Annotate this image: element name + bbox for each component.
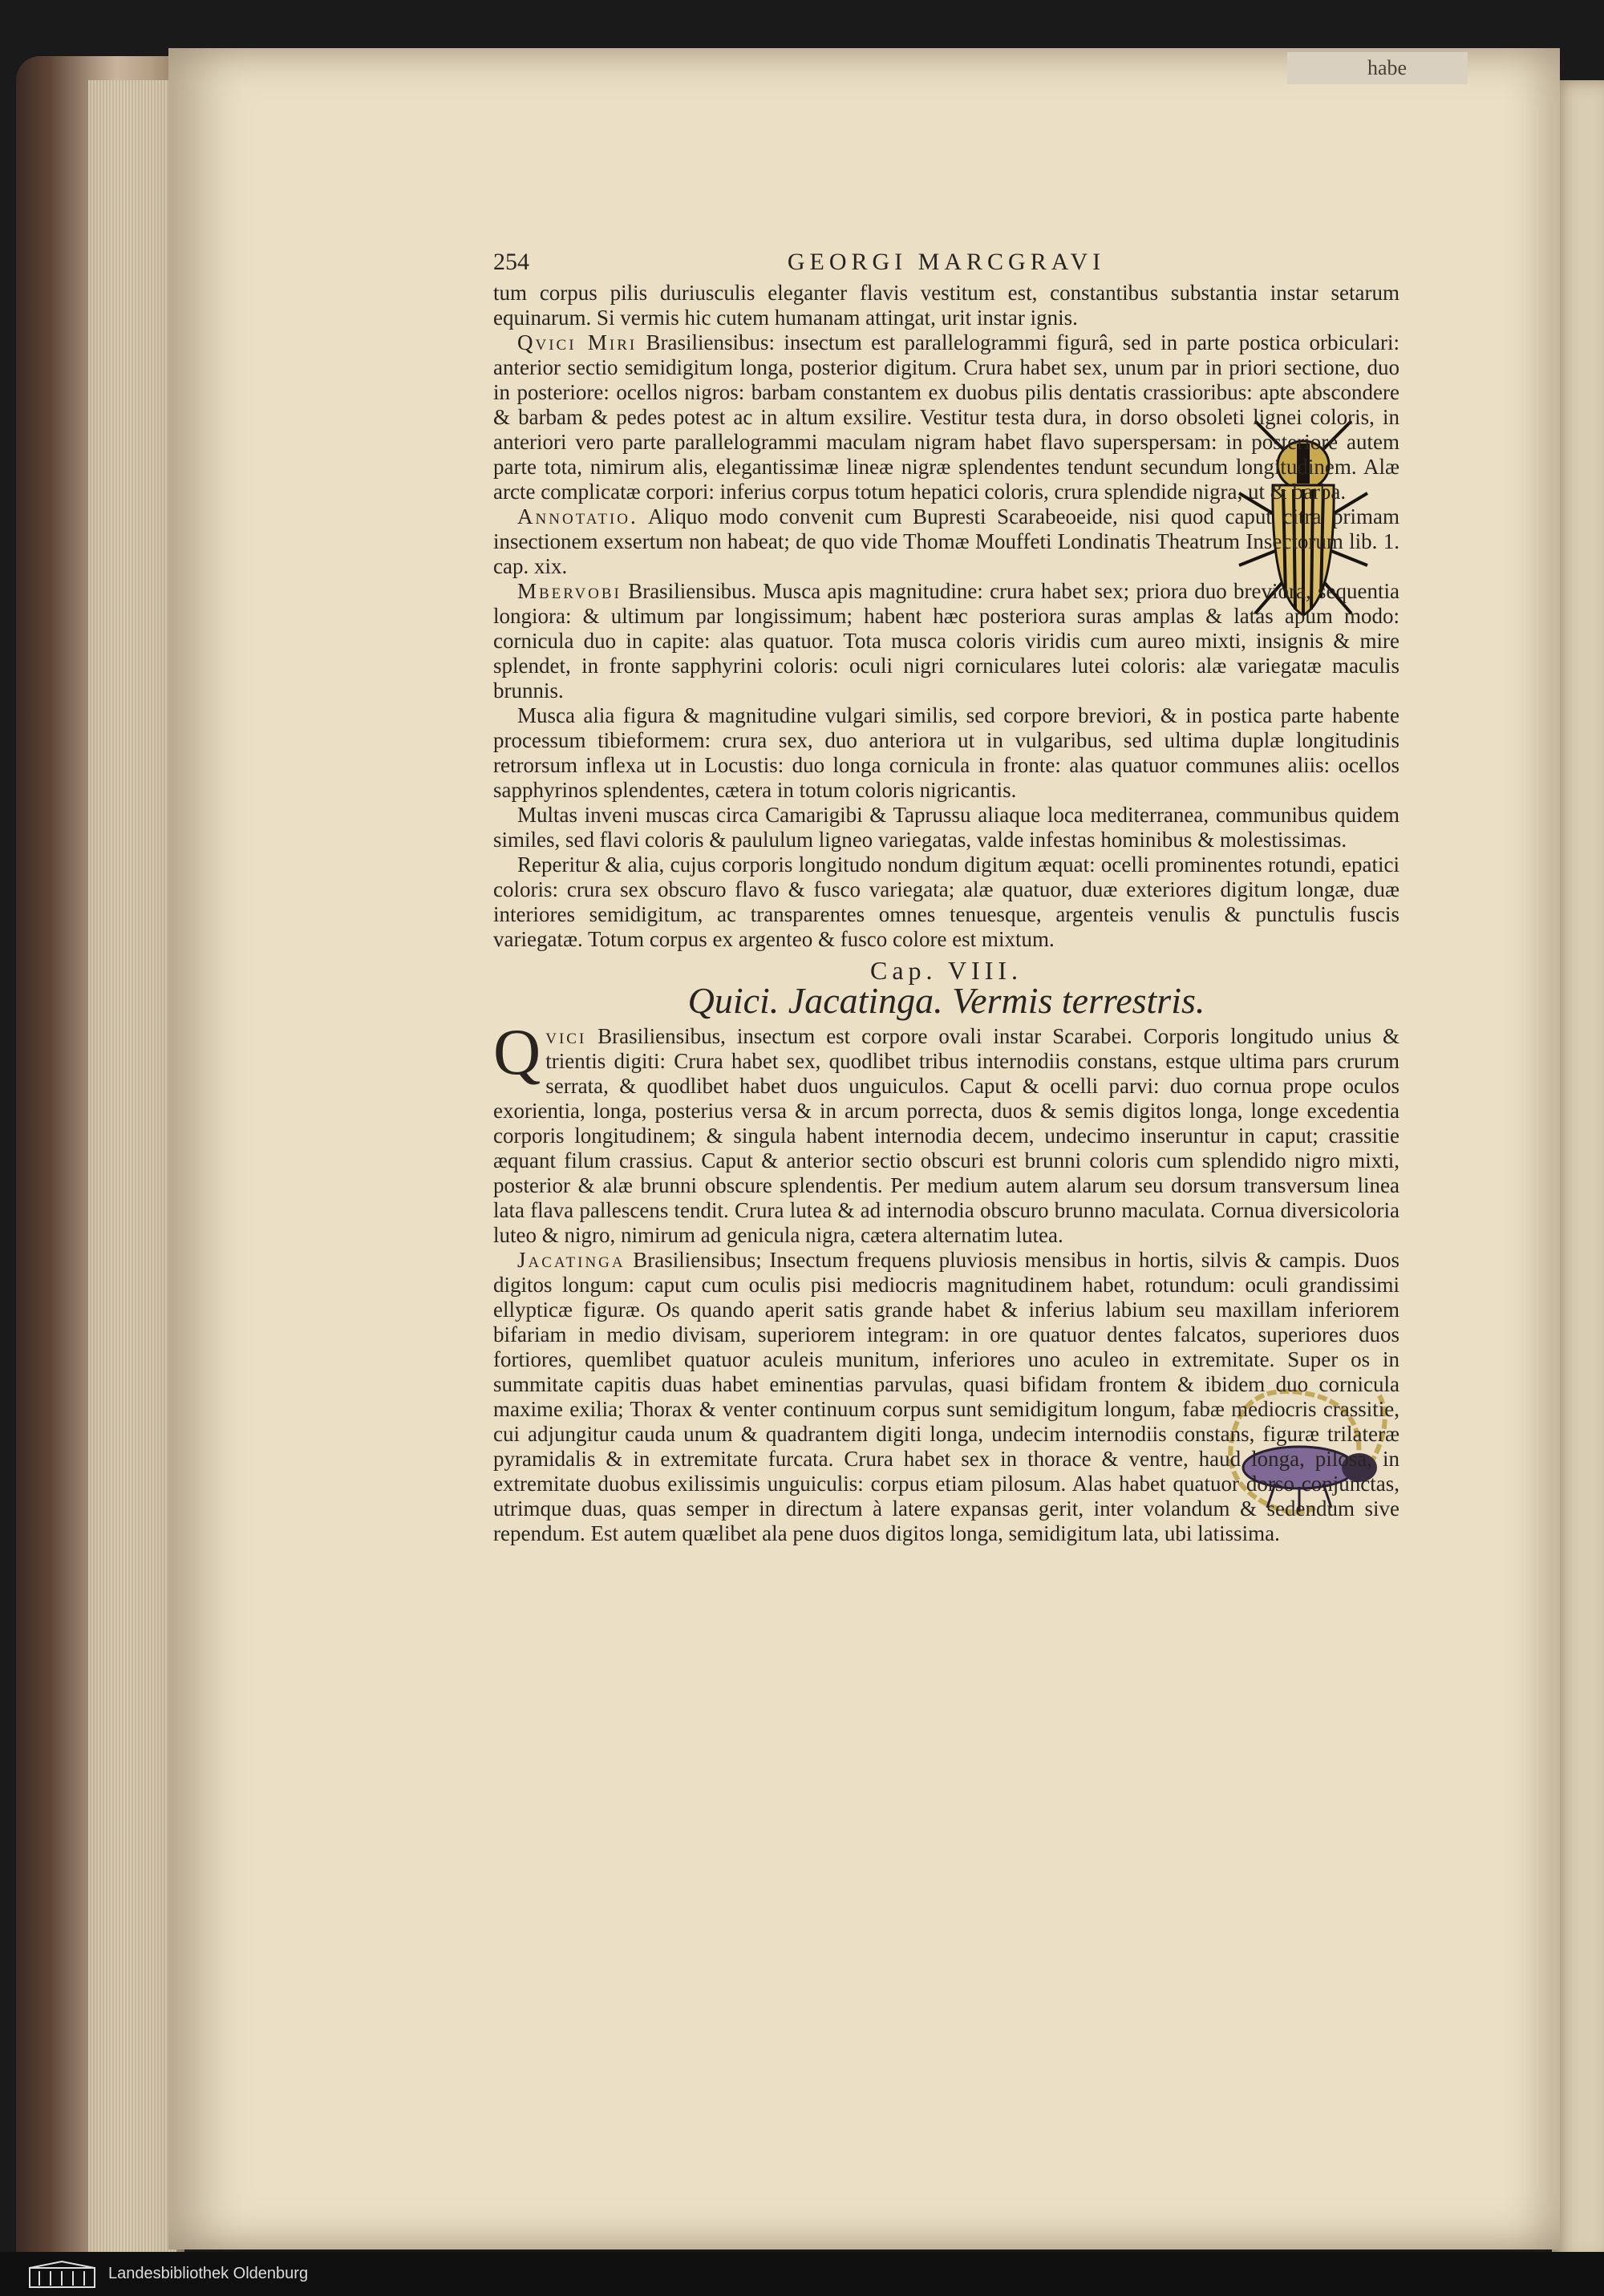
chapter-heading: Cap. VIII. (869, 956, 1023, 985)
chapter-title: Quici. Jacatinga. Vermis terrestris. (687, 980, 1205, 1021)
main-text (493, 281, 1399, 1546)
page-number: 254 (493, 249, 529, 275)
paragraph: tum corpus pilis duriusculis eleganter flavis vestitum est, constantibus substantia instar setarum equinarum. Si vermis hic cutem humanam attingat, urit instar ignis. (493, 281, 1399, 330)
paragraph: Annotatio. Aliquo modo convenit cum Bupresti Scarabeoeide, nisi quod caput citra primam insectionem exsertum non habeat; de quo vide Thomæ Mouffeti Londinatis Theatrum Insectorum lib. 1. cap. xix. (493, 504, 1399, 578)
paragraph: Musca alia figura & magnitudine vulgari similis, sed corpore breviori, & in postica parte habente processum tibieformem: crura sex, duo anteriora ut in vulgaribus, sed ultima duplæ longitudinis retrorsum inflexa ut in Locustis: duo longa cornicula in fronte: alas quatuor communes aliis: ocellos sapphyrinos splendentes, cætera in totum coloris nigricantis. (493, 703, 1399, 802)
paragraph: Multas inveni muscas circa Camarigibi & Taprussu aliaque loca mediterranea, communibus quidem similes, sed flavi coloris & paululum ligneo variegatas, valde infestas hominibus & molestissimas. (493, 803, 1399, 852)
drop-cap: Q (493, 1015, 541, 1088)
library-logo-icon (28, 2260, 96, 2289)
paragraph: Jacatinga Brasiliensibus; Insectum frequens pluviosis mensibus in hortis, silvis & campis. Duos digitos longum: caput cum oculis pisi mediocris magnitudinem habet, rotundum: oculi grandissimi ellypticæ figuræ. Os quando aperit satis grande habet & inferius labium seu maxillam inferiorem bifariam in medio divisam, superiorem integram: in ore quatuor dentes falcatos, superiores duos fortiores, quemlibet quatuor aculeis munitum, inferiores uno aculeo in extremitate. Super os in summitate capitis duas habet eminentias parvulas, quasi bifidam frontem & ibidem duo cornicula maxime exilia; Thorax & venter continuum corpus sunt semidigitum longum, fabæ mediocris crassitie, cui adjungitur cauda unum & quadrantem digiti longa, undecim internodiis constans, figuræ trilateræ pyramidalis & in extremitate furcata. Crura habet sex in thorace & ventre, haud longa, pilosa, in extremitate duobus exilissimis unguiculis: corpus etiam pilosum. Alas habet quatuor dorso conjunctas, utrimque duas, quas semper in directum à latere expansas gerit, inter volandum & sedendum sive rependum. Est autem quælibet ala pene duos digitos longa, semidigitum lata, ubi latissima. (493, 1248, 1399, 1545)
paragraph: Reperitur & alia, cujus corporis longitudo nondum digitum æquat: ocelli prominentes rotundi, epatici coloris: crura sex obscuro flavo & fusco variegata; alæ quatuor, duæ exteriores digitum longæ, duæ interiores semidigitum, ac transparentes omnes tenuesque, argenteis venulis & punctulis fuscis variegatæ. Totum corpus ex argenteo & fusco colore est mixtum. (493, 852, 1399, 951)
running-head: GEORGI MARCGRAVI (787, 249, 1106, 275)
book-edge (16, 56, 184, 2278)
paragraph: Qvici Brasiliensibus, insectum est corpore ovali instar Scarabei. Corporis longitudo unius & trientis digiti: Crura habet sex, quodlibet tribus internodiis constans, estque ultima pars crurum serrata, & quodlibet habet duos unguiculos. Caput & ocelli parvi: duo cornua prope oculos exorientia, longa, posterius versa & in arcum porrecta, duos & semis digitos longa, longe excedentia corporis longitudinem; & singula habent internodia decem, undecimo inseruntur in caput; crassitie æquant filum crassius. Caput & anterior sectio obscuri est brunni coloris cum splendido nigro mixti, posterior & alæ brunni obscure splendentis. Per medium autem alarum seu dorsum transversum linea lata flava pallescens tendit. Crura lutea & ad internodia obscuro brunno maculata. Cornua diversicoloria luteo & nigro, nimirum ad genicula nigra, cætera alternatim lutea. (493, 1015, 1399, 1247)
footer-label: Landesbibliothek Oldenburg (108, 2265, 309, 2282)
paragraph: Mbervobi Brasiliensibus. Musca apis magnitudine: crura habet sex; priora duo breviora, sequentia longiora: & ultimum par longissimum; habent hæc posteriora suras amplas & latas apum modo: cornicula duo in capite: alas quatuor. Tota musca coloris viridis cum aureo mixti, insignis & mire splendet, in fronte sapphyrini coloris: oculi nigri corniculares lutei coloris: alæ variegatæ maculis brunnis. (493, 579, 1399, 703)
bookmark-tab: habe (1287, 52, 1468, 84)
paragraph: Qvici Miri Brasiliensibus: insectum est parallelogrammi figurâ, sed in parte postica orbiculari: anterior sectio semidigitum longa, posterior digitum. Crura habet sex, unum par in priori sectione, duo in posteriore: ocellos nigros: barbam constantem ex duobus pilis dentatis crassioribus: apte abscondere & barbam & pedes potest ac in altum exsilire. Vestitur testa dura, in dorso obsoleti lignei coloris, in anteriori vero parte parallelogrammi maculam nigram habet flavo superspersam: in posteriore autem parte tota, nimirum alis, elegantissimæ lineæ nigræ splendentes tendunt secundum longitudinem. Alæ arcte complicatæ corpori: inferius corpus totum hepatici coloris, crura splendide nigra, ut & barba. (493, 330, 1399, 504)
footer-bar (0, 2252, 1604, 2296)
